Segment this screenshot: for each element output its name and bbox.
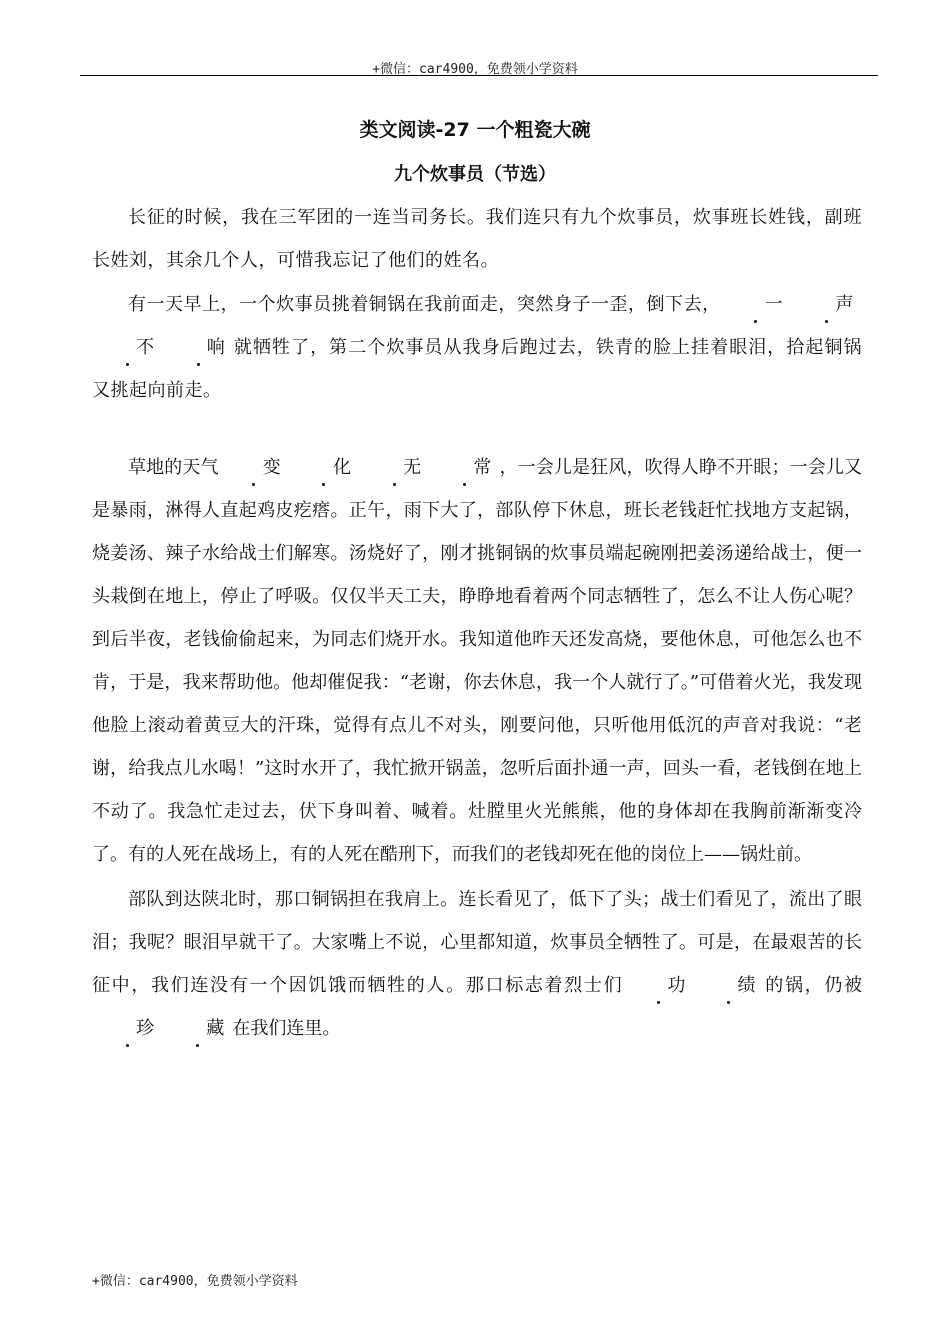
paragraph-3 [92, 446, 862, 876]
paragraph-2-text [92, 283, 862, 412]
page-title: 类文阅读-27 一个粗瓷大碗 [359, 119, 591, 141]
header-note: +微信：car4900，免费领小学资料 [372, 62, 578, 77]
emphasis-char: 功 [631, 964, 685, 1007]
emphasis-char: 一 [729, 283, 784, 326]
paragraph-4-part-b: 的锅，仍被 [763, 975, 863, 996]
emphasis-char: 声 [799, 283, 854, 326]
paragraph-2-part-a: 有一天早上，一个炊事员挑着铜锅在我前面走，突然身子一歪，倒下去， [128, 294, 721, 315]
paragraph-3-part-b: ，一会儿是狂风，吹得人睁不开眼；一会儿又是暴雨，淋得人直起鸡皮疙瘩。正午，雨下大了，部队停下休息，班长老钱赶忙找地方支起锅，烧姜汤、辣子水给战士们解寒。汤烧好了，刚才挑铜锅的炊事员端起碗刚把姜汤递给战士，便一头栽倒在地上，停止了呼吸。仅仅半天工夫，睁睁地看着两个同志牺牲了，怎么不让人伤心呢？到后半夜，老钱偷偷起来，为同志们烧开水。我知道他昨天还发高烧，要他休息，可他怎么也不肯，于是，我来帮助他。他却催促我：“老谢，你去休息，我一个人就行了。”可借着火光，我发现他脸上滚动着黄豆大的汗珠，觉得有点儿不对头，刚要问他，只听他用低沉的声音对我说：“老谢，给我点儿水喝！”这时水开了，我忙掀开锅盖，忽听后面扑通一声，回头一看，老钱倒在地上不动了。我急忙走过去，伏下身叫着、喊着。灶膛里火光熊熊，他的身体却在我胸前渐渐变冷了。有的人死在战场上，有的人死在酷刑下，而我们的老钱却死在他的岗位上——锅灶前。 [92, 457, 863, 865]
footer-note: +微信：car4900，免费领小学资料 [92, 1274, 298, 1289]
paragraph-1 [92, 196, 862, 282]
paragraph-2-part-b: 就牺牲了，第二个炊事员从我身后跑过去，铁青的脸上挂着眼泪，拾起铜锅又挑起向前走。 [92, 337, 862, 401]
paragraph-4-part-c: 在我们连里。 [232, 1018, 341, 1039]
emphasis-char: 无 [367, 446, 421, 489]
emphasis-char: 化 [297, 446, 351, 489]
paragraph-3-part-a: 草地的天气 [128, 457, 219, 478]
header-divider [80, 75, 878, 76]
page-subtitle: 九个炊事员（节选） [394, 164, 556, 185]
paragraph-2 [92, 283, 862, 412]
paragraph-4-part-a: 部队到达陕北时，那口铜锅担在我肩上。连长看见了，低下了头；战士们看见了，流出了眼泪；我呢？眼泪早就干了。大家嘴上不说，心里都知道，炊事员全牺牲了。可是，在最艰苦的长征中，我们连没有一个因饥饿而牺牲的人。那口标志着烈士们 [92, 889, 862, 996]
paragraph-4-text [92, 878, 862, 1050]
emphasis-char: 变 [227, 446, 281, 489]
paragraph-4 [92, 878, 862, 1050]
paragraph-1-text: 长征的时候，我在三军团的一连当司务长。我们连只有九个炊事员，炊事班长姓钱，副班长姓刘，其余几个人，可惜我忘记了他们的姓名。 [92, 207, 862, 271]
paragraph-3-text [92, 446, 862, 876]
emphasis-char: 绩 [702, 964, 756, 1007]
emphasis-char: 响 [171, 326, 226, 369]
emphasis-char: 珍 [100, 1007, 154, 1050]
emphasis-char: 不 [100, 326, 155, 369]
emphasis-char: 常 [437, 446, 491, 489]
emphasis-char: 藏 [170, 1007, 224, 1050]
